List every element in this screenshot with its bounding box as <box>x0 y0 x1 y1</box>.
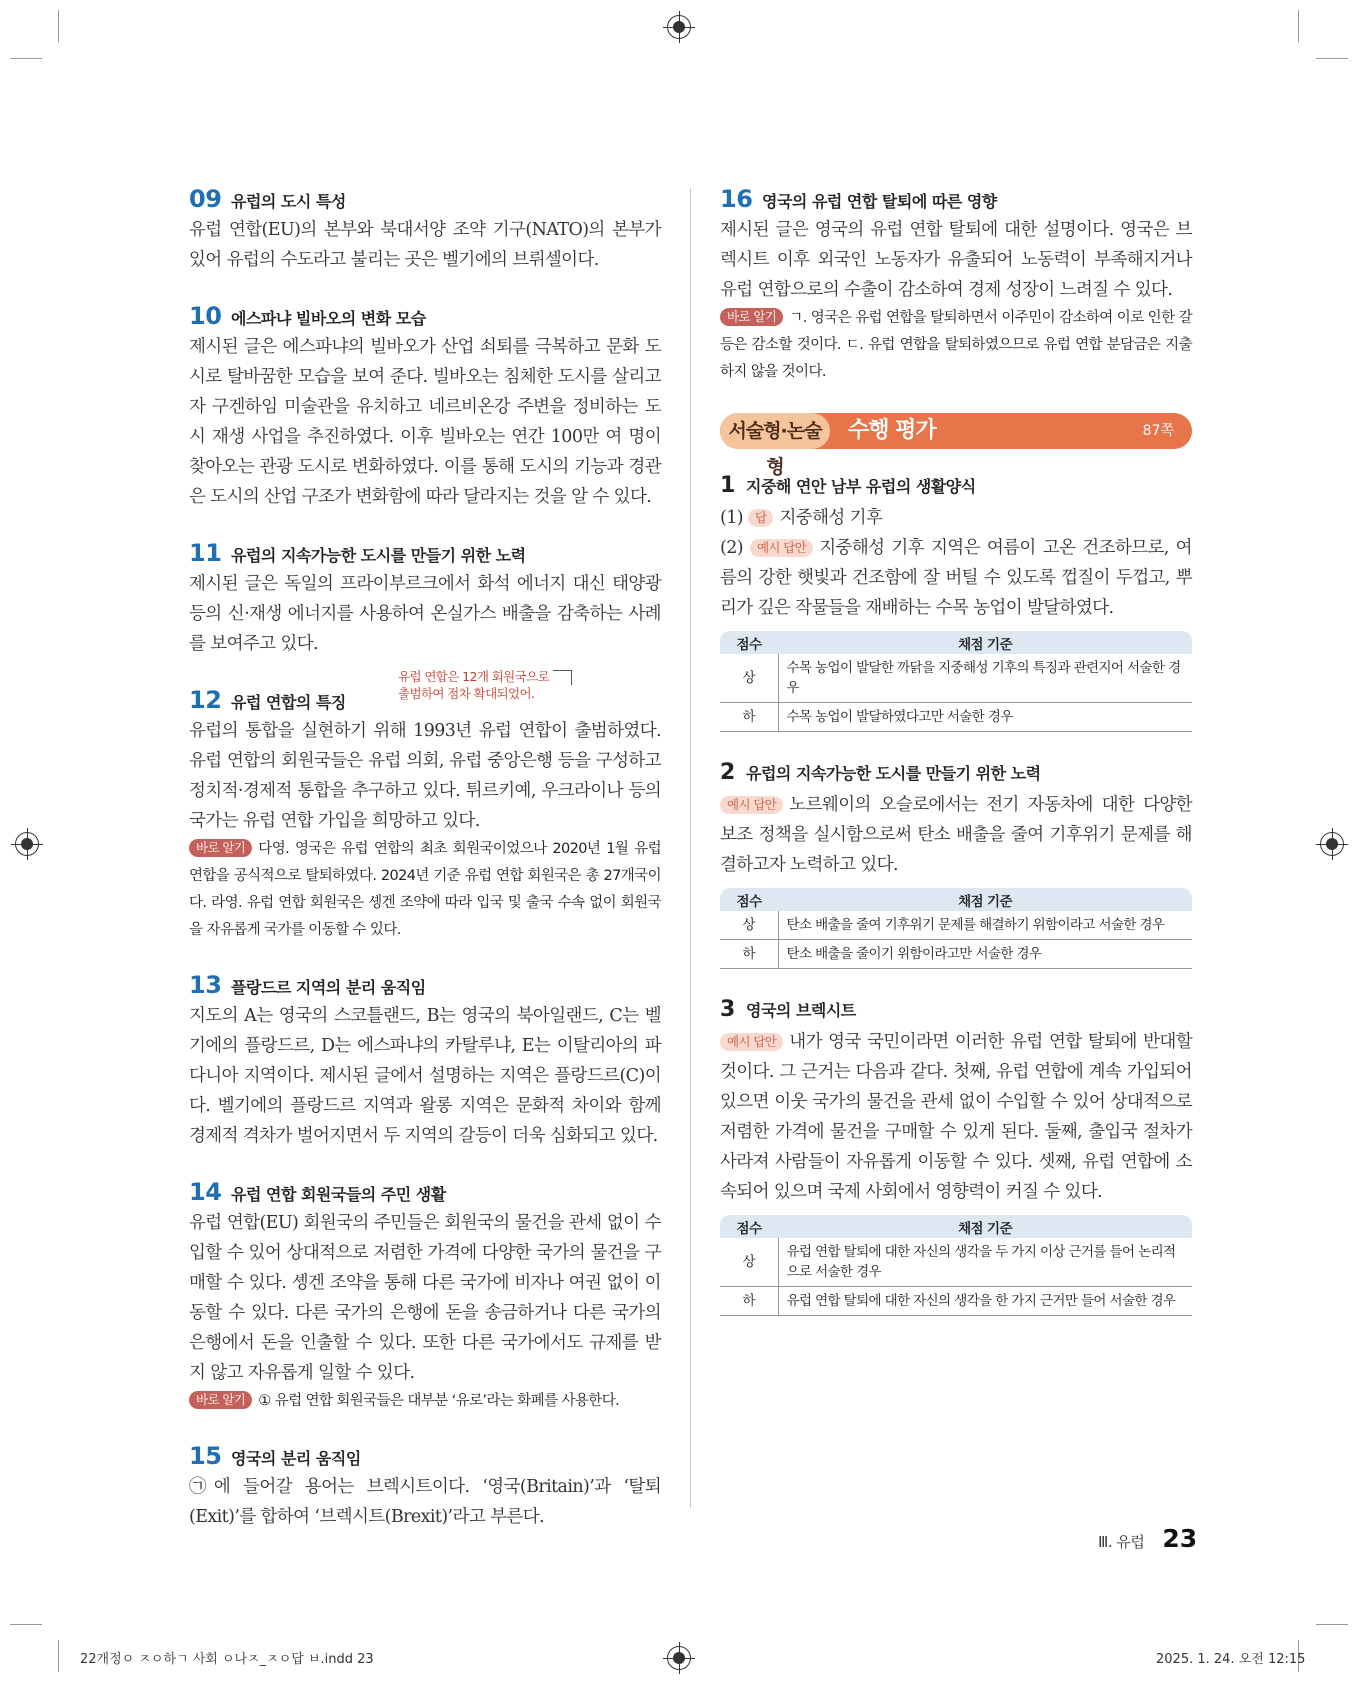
question-number: 11 <box>189 539 222 567</box>
crop-line <box>58 10 59 42</box>
grade-cell: 상 <box>720 654 778 703</box>
quick-check-badge: 바로 알기 <box>189 839 252 857</box>
answer-text: 제시된 글은 영국의 유럽 연합 탈퇴에 대한 설명이다. 영국은 브렉시트 이후 외국인 노동자가 유출되어 노동력이 부족해지거나 유럽 연합으로의 수출이 감소하여 경제 성장이 느려질 수 있다. <box>720 220 1192 300</box>
section-label: Ⅲ. 유럽 <box>1098 1533 1145 1551</box>
question-title: 유럽 연합의 특징 <box>231 693 346 712</box>
question-12 <box>189 669 661 944</box>
crop-line <box>10 58 42 59</box>
question-number: 09 <box>189 185 222 213</box>
grade-cell: 하 <box>720 703 778 732</box>
callout-line-2: 출범하여 점차 확대되었어. <box>398 686 535 701</box>
banner-page-ref: 87쪽 <box>1142 423 1174 439</box>
criteria-header: 채점 기준 <box>778 888 1192 911</box>
question-number: 16 <box>720 185 753 213</box>
question-title: 에스파냐 빌바오의 변화 모습 <box>231 309 426 328</box>
question-number: 10 <box>189 302 222 330</box>
section-banner <box>720 413 1192 478</box>
quick-check-text: ① 유럽 연합 회원국들은 대부분 ‘유로’라는 화폐를 사용한다. <box>258 1393 620 1409</box>
question-title: 유럽 연합 회원국들의 주민 생활 <box>231 1185 446 1204</box>
sub-number: (1) <box>720 508 743 528</box>
question-number: 15 <box>189 1442 222 1470</box>
grade-cell: 상 <box>720 1238 778 1287</box>
banner-category: 서술형·논술형 <box>720 413 830 449</box>
left-column <box>189 185 661 1559</box>
problem-title: 영국의 브렉시트 <box>746 1001 856 1020</box>
criteria-cell: 탄소 배출을 줄이기 위함이라고만 서술한 경우 <box>778 940 1192 969</box>
score-header: 점수 <box>720 1215 778 1238</box>
crop-line <box>10 1624 42 1625</box>
callout-note <box>398 668 549 702</box>
question-13 <box>189 971 661 1151</box>
question-09 <box>189 185 661 275</box>
score-header: 점수 <box>720 631 778 654</box>
grade-cell: 상 <box>720 911 778 940</box>
question-title: 플랑드르 지역의 분리 움직임 <box>231 978 426 997</box>
table-row <box>720 703 1192 732</box>
problem-number: 1 <box>720 473 736 498</box>
banner-title: 수행 평가 <box>848 418 936 443</box>
question-title: 영국의 분리 움직임 <box>231 1449 361 1468</box>
grade-cell: 하 <box>720 1287 778 1316</box>
registration-mark-bottom <box>667 1646 691 1670</box>
page-number: 23 <box>1162 1524 1198 1553</box>
grade-cell: 하 <box>720 940 778 969</box>
question-title: 유럽의 지속가능한 도시를 만들기 위한 노력 <box>231 546 526 565</box>
example-answer-badge: 예시 답안 <box>750 539 813 557</box>
question-number: 13 <box>189 971 222 999</box>
problem-number: 2 <box>720 760 736 785</box>
answer-text: 지중해성 기후 <box>779 508 883 528</box>
scoring-table <box>720 631 1192 732</box>
quick-check <box>720 305 1192 386</box>
scoring-table <box>720 888 1192 969</box>
question-11 <box>189 539 661 659</box>
problem-2 <box>720 760 1192 969</box>
answer-2 <box>720 533 1192 623</box>
callout-line-1: 유럽 연합은 12개 회원국으로 <box>398 669 550 684</box>
registration-mark-top <box>667 15 691 39</box>
answer <box>720 1027 1192 1207</box>
callout-leader <box>553 670 572 685</box>
print-slug-timestamp: 2025. 1. 24. 오전 12:15 <box>1156 1652 1306 1667</box>
quick-check <box>189 1388 661 1415</box>
problem-1 <box>720 473 1192 732</box>
answer <box>720 790 1192 880</box>
problem-title: 지중해 연안 남부 유럽의 생활양식 <box>746 477 976 496</box>
problem-title: 유럽의 지속가능한 도시를 만들기 위한 노력 <box>746 764 1041 783</box>
criteria-cell: 수목 농업이 발달하였다고만 서술한 경우 <box>778 703 1192 732</box>
table-row <box>720 911 1192 940</box>
registration-mark-left <box>15 832 39 856</box>
crop-line <box>58 1640 59 1672</box>
question-title: 영국의 유럽 연합 탈퇴에 따른 영향 <box>762 192 997 211</box>
quick-check-text: ㄱ. 영국은 유럽 연합을 탈퇴하면서 이주민이 감소하여 이로 인한 갈등은 감소할 것이다. ㄷ. 유럽 연합을 탈퇴하였으므로 유럽 연합 분담금은 지출하지 않을 것이다. <box>720 310 1192 380</box>
column-divider <box>690 188 691 1508</box>
answer-text: 유럽 연합(EU)의 본부와 북대서양 조약 기구(NATO)의 본부가 있어 유럽의 수도라고 불리는 곳은 벨기에의 브뤼셀이다. <box>189 220 661 270</box>
scoring-table <box>720 1215 1192 1316</box>
criteria-header: 채점 기준 <box>778 631 1192 654</box>
score-header: 점수 <box>720 888 778 911</box>
question-number: 12 <box>189 686 222 714</box>
example-answer-badge: 예시 답안 <box>720 796 783 814</box>
right-column <box>720 185 1192 1344</box>
crop-line <box>1298 10 1299 42</box>
quick-check-text: 다영. 영국은 유럽 연합의 최초 회원국이었으나 2020년 1월 유럽 연합을 공식적으로 탈퇴하였다. 2024년 기준 유럽 연합 회원국은 총 27개국이다. 라영. 유럽 연합 회원국은 솅겐 조약에 따라 입국 및 출국 수속 없이 회원국을 자유롭게 국가를 이동할 수 있다. <box>189 841 661 938</box>
answer-text: 제시된 글은 독일의 프라이부르크에서 화석 에너지 대신 태양광 등의 신·재생 에너지를 사용하여 온실가스 배출을 감축하는 사례를 보여주고 있다. <box>189 574 661 654</box>
question-number: 14 <box>189 1178 222 1206</box>
question-15 <box>189 1442 661 1532</box>
problem-number: 3 <box>720 997 736 1022</box>
answer-text: 지중해성 기후 지역은 여름이 고온 건조하므로, 여름의 강한 햇빛과 건조함에 잘 버틸 수 있도록 껍질이 두껍고, 뿌리가 깊은 작물들을 재배하는 수목 농업이 발달하였다. <box>720 538 1192 618</box>
quick-check-badge: 바로 알기 <box>720 308 783 326</box>
answer-badge: 답 <box>748 509 773 527</box>
crop-line <box>1316 1624 1348 1625</box>
answer-1 <box>720 503 1192 533</box>
criteria-cell: 수목 농업이 발달한 까닭을 지중해성 기후의 특징과 관련지어 서술한 경우 <box>778 654 1192 703</box>
criteria-cell: 탄소 배출을 줄여 기후위기 문제를 해결하기 위함이라고 서술한 경우 <box>778 911 1192 940</box>
answer-text: 제시된 글은 에스파냐의 빌바오가 산업 쇠퇴를 극복하고 문화 도시로 탈바꿈한 모습을 보여 준다. 빌바오는 침체한 도시를 살리고자 구겐하임 미술관을 유치하고 네르비온강 주변을 정비하는 도시 재생 사업을 추진하였다. 이후 빌바오는 연간 100만 여 명이 찾아오는 관광 도시로 변화하였다. 이를 통해 도시의 기능과 경관은 도시의 산업 구조가 변화함에 따라 달라지는 것을 알 수 있다. <box>189 337 661 507</box>
table-row <box>720 654 1192 703</box>
sub-number: (2) <box>720 538 743 558</box>
crop-line <box>1316 58 1348 59</box>
table-row <box>720 1287 1192 1316</box>
print-slug-filename: 22개정ㅇ ㅈㅇ하ㄱ 사회 ㅇ나ㅈ_ㅈㅇ답 ㅂ.indd 23 <box>80 1652 374 1667</box>
table-row <box>720 940 1192 969</box>
answer-text: 내가 영국 국민이라면 이러한 유럽 연합 탈퇴에 반대할 것이다. 그 근거는 다음과 같다. 첫째, 유럽 연합에 계속 가입되어 있으면 이웃 국가의 물건을 관세 없이 수입할 수 있어 상대적으로 저렴한 가격에 물건을 구매할 수 있게 된다. 둘째, 출입국 절차가 사라져 사람들이 자유롭게 이동할 수 있다. 셋째, 유럽 연합에 소속되어 있으며 국제 사회에서 영향력이 커질 수 있다. <box>720 1032 1192 1202</box>
question-14 <box>189 1178 661 1415</box>
answer-text: ㉠에 들어갈 용어는 브렉시트이다. ‘영국(Britain)’과 ‘탈퇴(Exit)’를 합하여 ‘브렉시트(Brexit)’라고 부른다. <box>189 1477 661 1527</box>
answer-text: 유럽 연합(EU) 회원국의 주민들은 회원국의 물건을 관세 없이 수입할 수 있어 상대적으로 저렴한 가격에 다양한 국가의 물건을 구매할 수 있다. 솅겐 조약을 통해 다른 국가에 비자나 여권 없이 이동할 수 있다. 다른 국가의 은행에 돈을 송금하거나 다른 국가의 은행에서 돈을 인출할 수 있다. 또한 다른 국가에서도 규제를 받지 않고 자유롭게 일할 수 있다. <box>189 1213 661 1383</box>
criteria-header: 채점 기준 <box>778 1215 1192 1238</box>
criteria-cell: 유럽 연합 탈퇴에 대한 자신의 생각을 한 가지 근거만 들어 서술한 경우 <box>778 1287 1192 1316</box>
question-title: 유럽의 도시 특성 <box>231 192 346 211</box>
answer-text: 지도의 A는 영국의 스코틀랜드, B는 영국의 북아일랜드, C는 벨기에의 플랑드르, D는 에스파냐의 카탈루냐, E는 이탈리아의 파다니아 지역이다. 제시된 글에서 설명하는 지역은 플랑드르(C)이다. 벨기에의 플랑드르 지역과 왈롱 지역은 문화적 차이와 함께 경제적 격차가 벌어지면서 두 지역의 갈등이 더욱 심화되고 있다. <box>189 1006 661 1146</box>
problem-3 <box>720 997 1192 1316</box>
answer-text: 노르웨이의 오슬로에서는 전기 자동차에 대한 다양한 보조 정책을 실시함으로써 탄소 배출을 줄여 기후위기 문제를 해결하고자 노력하고 있다. <box>720 795 1192 875</box>
example-answer-badge: 예시 답안 <box>720 1033 783 1051</box>
answer-text: 유럽의 통합을 실현하기 위해 1993년 유럽 연합이 출범하였다. 유럽 연합의 회원국들은 유럽 의회, 유럽 중앙은행 등을 구성하고 정치적·경제적 통합을 추구하고 있다. 튀르키예, 우크라이나 등의 국가는 유럽 연합 가입을 희망하고 있다. <box>189 721 661 831</box>
table-row <box>720 1238 1192 1287</box>
quick-check <box>189 836 661 944</box>
page-footer <box>1098 1524 1197 1553</box>
question-10 <box>189 302 661 512</box>
registration-mark-right <box>1320 832 1344 856</box>
question-16 <box>720 185 1192 386</box>
quick-check-badge: 바로 알기 <box>189 1391 252 1409</box>
criteria-cell: 유럽 연합 탈퇴에 대한 자신의 생각을 두 가지 이상 근거를 들어 논리적으로 서술한 경우 <box>778 1238 1192 1287</box>
